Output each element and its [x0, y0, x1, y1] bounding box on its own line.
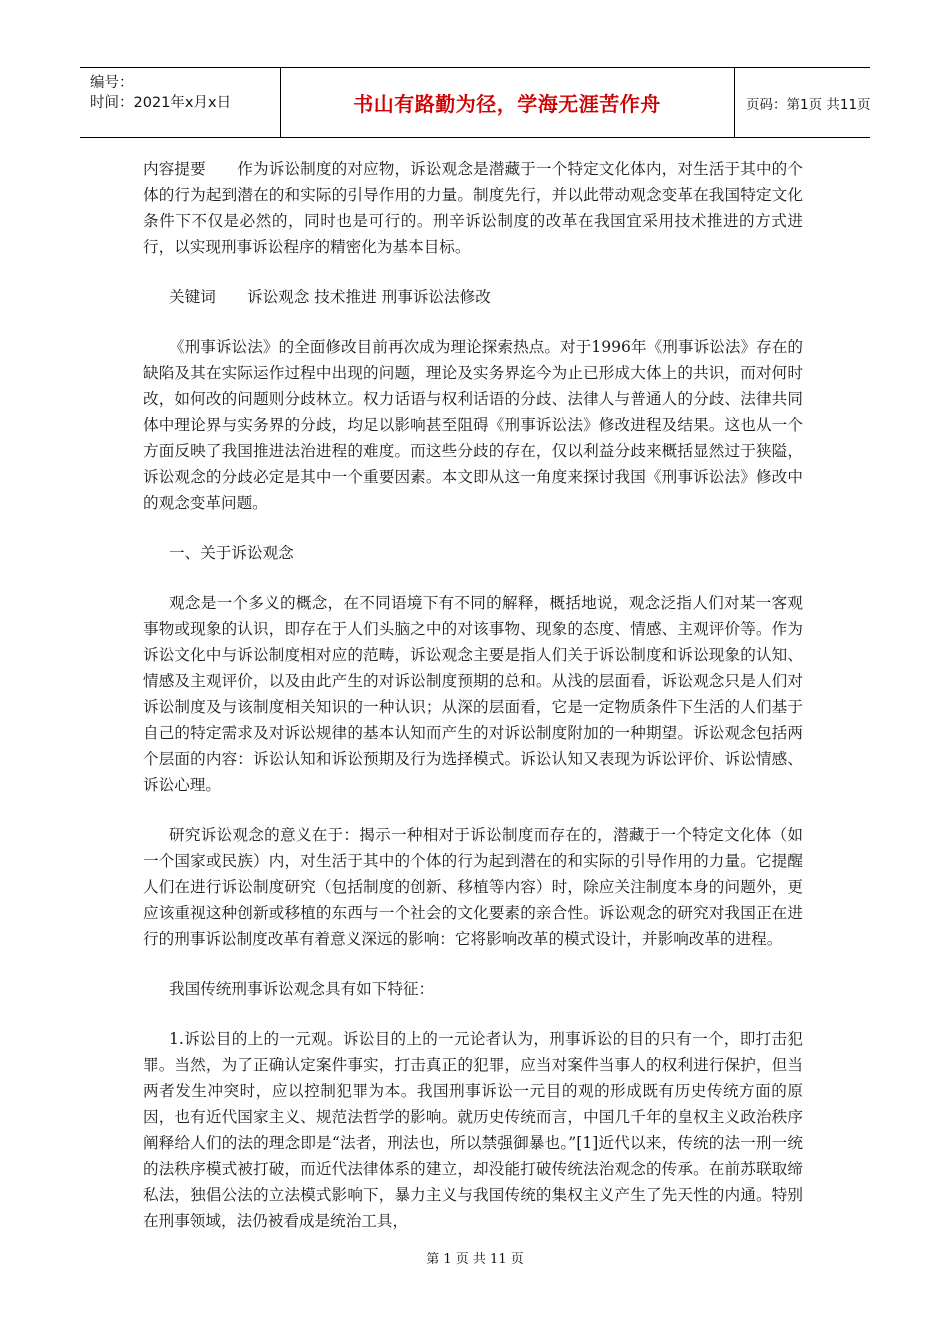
keywords-paragraph: 关键词 诉讼观念 技术推进 刑事诉讼法修改: [169, 288, 491, 306]
page-info: 页码：第1页 共11页: [746, 96, 871, 113]
body-paragraph: 观念是一个多义的概念，在不同语境下有不同的解释，概括地说，观念泛指人们对某一客观事物或现象的认识，即存在于人们头脑之中的对该事物、现象的态度、情感、主观评价等。作为诉讼文化中与诉讼制度相对应的范畴，诉讼观念主要是指人们关于诉讼制度和诉讼现象的认知、情感及主观评价，以及由此产生的对诉讼制度预期的总和。从浅的层面看，诉讼观念只是人们对诉讼制度及与该制度相关知识的一种认识；从深的层面看，它是一定物质条件下生活的人们基于自己的特定需求及对诉讼规律的基本认知而产生的对诉讼制度附加的一种期望。诉讼观念包括两个层面的内容：诉讼认知和诉讼预期及行为选择模式。诉讼认知又表现为诉讼评价、诉讼情感、诉讼心理。: [143, 594, 803, 794]
header-motto-cell: [280, 68, 735, 137]
body-paragraph: 研究诉讼观念的意义在于：揭示一种相对于诉讼制度而存在的，潜藏于一个特定文化体（如一个国家或民族）内，对生活于其中的个体的行为起到潜在的和实际的引导作用的力量。它提醒人们在进行诉讼制度研究（包括制度的创新、移植等内容）时，除应关注制度本身的问题外，更应该重视这种创新或移植的东西与一个社会的文化要素的亲合性。诉讼观念的研究对我国正在进行的刑事诉讼制度改革有着意义深远的影响：它将影响改革的模式设计，并影响改革的进程。: [143, 826, 803, 948]
body-paragraph: 1.诉讼目的上的一元观。诉讼目的上的一元论者认为，刑事诉讼的目的只有一个，即打击犯罪。当然，为了正确认定案件事实，打击真正的犯罪，应当对案件当事人的权利进行保护，但当两者发生冲突时，应以控制犯罪为本。我国刑事诉讼一元目的观的形成既有历史传统方面的原因，也有近代国家主义、规范法哲学的影响。就历史传统而言，中国几千年的皇权主义政治秩序阐释给人们的法的理念即是“法者，刑法也，所以禁强御暴也。”[1]近代以来，传统的法一刑一统的法秩序模式被打破，而近代法律体系的建立，却没能打破传统法治观念的传承。在前苏联取缔私法，独倡公法的立法模式影响下，暴力主义与我国传统的集权主义产生了先天性的内通。特别在刑事领域，法仍被看成是统治工具，: [143, 1030, 803, 1230]
document-time-label: 时间：2021年x月x日: [90, 95, 232, 111]
document-number-label: 编号：: [90, 75, 134, 91]
section-heading: 一、关于诉讼观念: [169, 544, 294, 562]
body-paragraph: 《刑事诉讼法》的全面修改目前再次成为理论探索热点。对于1996年《刑事诉讼法》存在的缺陷及其在实际运作过程中出现的问题，理论及实务界迄今为止已形成大体上的共识，而对何时改，如何改的问题则分歧林立。权力话语与权利话语的分歧、法律人与普通人的分歧、法律共同体中理论界与实务界的分歧，均足以影响甚至阻碍《刑事诉讼法》修改进程及结果。这也从一个方面反映了我国推进法治进程的难度。而这些分歧的存在，仅以利益分歧来概括显然过于狭隘，诉讼观念的分歧必定是其中一个重要因素。本文即从这一角度来探讨我国《刑事诉讼法》修改中的观念变革问题。: [143, 338, 803, 512]
document-body: [143, 156, 803, 1258]
page-footer: 第 1 页 共 11 页: [426, 1252, 524, 1267]
header-page-cell: [734, 68, 870, 137]
body-paragraph: 我国传统刑事诉讼观念具有如下特征：: [169, 980, 435, 998]
abstract-paragraph: 内容提要 作为诉讼制度的对应物，诉讼观念是潜藏于一个特定文化体内，对生活于其中的个体的行为起到潜在的和实际的引导作用的力量。制度先行，并以此带动观念变革在我国特定文化条件下不仅是必然的，同时也是可行的。刑辛诉讼制度的改革在我国宜采用技术推进的方式进行，以实现刑事诉讼程序的精密化为基本目标。: [143, 160, 803, 256]
document-header: [80, 67, 870, 138]
motto-text: 书山有路勤为径，学海无涯苦作舟: [353, 92, 661, 116]
header-meta-cell: [80, 68, 281, 137]
